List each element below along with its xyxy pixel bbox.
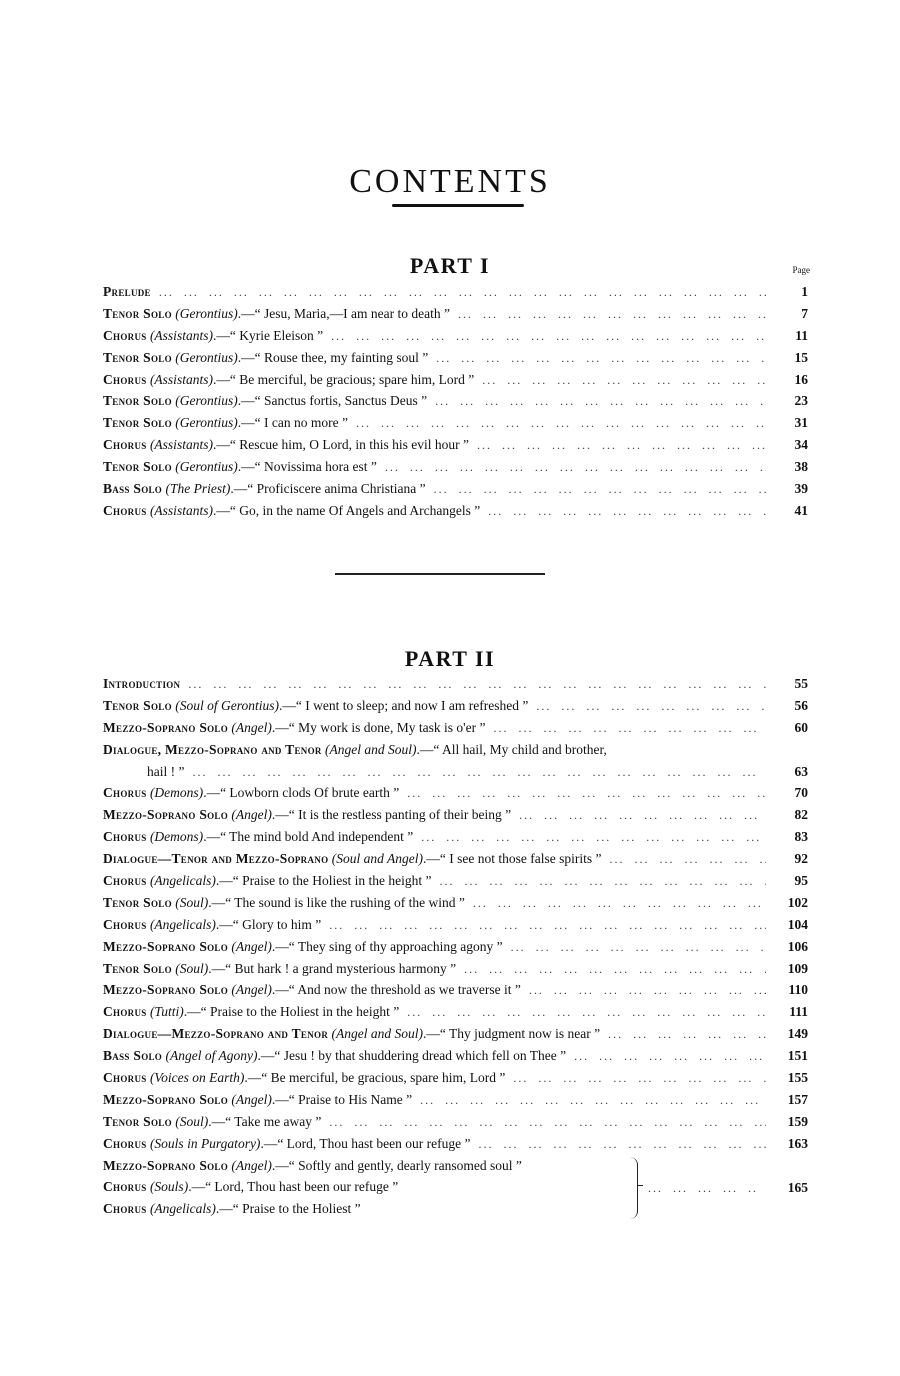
title-underline-rule <box>392 204 524 207</box>
entry-role: Tenor Solo <box>103 1113 172 1129</box>
entry-role: Tenor Solo <box>103 393 172 409</box>
entry-page-number: 31 <box>794 415 808 431</box>
entry-role: Chorus <box>103 1070 147 1086</box>
page-column-label: Page <box>792 265 810 275</box>
entry-page-number: 23 <box>794 393 808 409</box>
toc-entry <box>103 434 808 456</box>
entry-text: .—“ All hail, My child and brother, <box>416 741 607 757</box>
entry-voice: (Gerontius) <box>175 305 238 321</box>
entry-text: .—“ Take me away ” <box>208 1113 322 1129</box>
entry-voice: (Soul) <box>175 894 209 910</box>
entry-voice: (Angel) <box>231 1091 272 1107</box>
entry-voice: (Angel) <box>231 1157 272 1173</box>
toc-entry <box>103 782 808 804</box>
entry-page-number: 63 <box>794 763 808 779</box>
entry-role: Introduction <box>103 676 181 691</box>
entry-page-number: 155 <box>787 1070 808 1086</box>
toc-entry <box>103 1067 808 1089</box>
dot-leader <box>536 696 766 718</box>
entry-voice: (Voices on Earth) <box>149 1070 245 1086</box>
entry-text: .—“ I went to sleep; and now I am refreshed ” <box>279 697 529 713</box>
entry-text: .—“ Praise to the Holiest in the height ” <box>215 873 432 889</box>
entry-text: .—“ It is the restless panting of their being ” <box>271 807 512 823</box>
entry-text: .—“ Praise to the Holiest ” <box>215 1201 361 1217</box>
entry-voice: (Angel and Soul) <box>331 1026 423 1042</box>
entry-voice: (Soul) <box>175 1113 209 1129</box>
entry-page-number: 151 <box>787 1048 808 1064</box>
entry-voice: (Gerontius) <box>175 459 238 475</box>
toc-entry <box>103 1155 808 1177</box>
entry-role: Prelude <box>103 284 151 299</box>
entry-voice: (Assistants) <box>149 437 213 453</box>
toc-entry <box>103 1023 808 1045</box>
entry-role: Chorus <box>103 1004 147 1020</box>
entry-role: Chorus <box>103 785 147 801</box>
dot-leader <box>608 1024 766 1046</box>
dot-leader <box>385 457 766 479</box>
entry-page-number: 92 <box>794 851 808 867</box>
entry-role: Tenor Solo <box>103 349 172 365</box>
part-2-contents-list <box>103 673 808 1220</box>
entry-text: .—“ Novissima hora est ” <box>237 459 377 475</box>
dot-leader <box>329 915 766 937</box>
entry-text: .—“ Lord, Thou hast been our refuge ” <box>260 1135 471 1151</box>
entry-text: .—“ I can no more ” <box>237 415 348 431</box>
toc-entry <box>103 1089 808 1111</box>
dot-leader <box>192 762 766 784</box>
entry-role: Chorus <box>103 371 147 387</box>
dot-leader <box>529 980 766 1002</box>
entry-page-number: 110 <box>788 982 808 998</box>
entry-voice: (Demons) <box>149 785 204 801</box>
entry-voice: (Soul of Gerontius) <box>175 697 280 713</box>
dot-leader <box>440 871 767 893</box>
entry-text: .—“ Rouse thee, my fainting soul ” <box>237 349 429 365</box>
dot-leader <box>488 501 766 523</box>
entry-page-number: 70 <box>794 785 808 801</box>
entry-role: Dialogue—Mezzo-Soprano and Tenor <box>103 1026 329 1042</box>
entry-text: .—“ Kyrie Eleison ” <box>212 327 324 343</box>
entry-voice: (Angel of Agony) <box>165 1048 258 1064</box>
dot-leader <box>648 1177 758 1199</box>
toc-entry <box>103 281 808 303</box>
toc-entry <box>103 1111 808 1133</box>
entry-voice: (Soul and Angel) <box>331 851 423 867</box>
entry-voice: (Angel) <box>231 719 272 735</box>
entry-voice: (The Priest) <box>165 481 231 497</box>
dot-leader <box>159 282 766 304</box>
entry-voice: (Souls) <box>149 1179 189 1195</box>
toc-entry <box>103 695 808 717</box>
entry-voice: (Angel) <box>231 982 272 998</box>
toc-entry <box>103 412 808 434</box>
toc-entry <box>103 826 808 848</box>
toc-entry <box>103 347 808 369</box>
toc-entry <box>103 958 808 980</box>
entry-voice: (Angel) <box>231 807 272 823</box>
entry-role: Tenor Solo <box>103 697 172 713</box>
dot-leader <box>493 718 766 740</box>
toc-entry <box>103 325 808 347</box>
entry-text: .—“ Proficiscere anima Christiana ” <box>230 481 426 497</box>
entry-voice: (Angelicals) <box>149 916 216 932</box>
page-title: CONTENTS <box>349 162 551 200</box>
entry-page-number: 15 <box>794 349 808 365</box>
entry-role: Dialogue, Mezzo-Soprano and Tenor <box>103 741 322 757</box>
toc-entry <box>103 936 808 958</box>
entry-page-number: 83 <box>794 829 808 845</box>
dot-leader <box>436 348 766 370</box>
entry-text: .—“ Thy judgment now is near ” <box>422 1026 601 1042</box>
entry-text: .—“ They sing of thy approaching agony ” <box>271 938 503 954</box>
entry-page-number: 159 <box>787 1113 808 1129</box>
section-divider-rule <box>335 573 545 575</box>
dot-leader <box>421 827 766 849</box>
entry-page-number: 38 <box>794 459 808 475</box>
grouping-brace <box>627 1157 638 1219</box>
entry-role: Chorus <box>103 327 147 343</box>
entry-page-number: 163 <box>787 1135 808 1151</box>
dot-leader <box>188 674 766 696</box>
entry-page-number: 11 <box>795 327 808 343</box>
entry-page-number: 102 <box>787 894 808 910</box>
dot-leader <box>477 435 766 457</box>
toc-entry <box>103 1001 808 1023</box>
entry-page-number: 95 <box>794 873 808 889</box>
toc-entry <box>103 914 808 936</box>
entry-role: Mezzo-Soprano Solo <box>103 719 229 735</box>
toc-entry <box>103 673 808 695</box>
toc-entry <box>103 456 808 478</box>
toc-entry <box>103 870 808 892</box>
entry-voice: (Assistants) <box>149 502 213 518</box>
dot-leader <box>609 849 766 871</box>
toc-entry <box>103 500 808 522</box>
dot-leader <box>331 326 766 348</box>
entry-voice: (Assistants) <box>149 327 213 343</box>
entry-role: Chorus <box>103 916 147 932</box>
entry-text: hail ! ” <box>147 763 185 779</box>
entry-text: .—“ Lowborn clods Of brute earth ” <box>203 785 400 801</box>
part-2-heading: PART II <box>404 646 496 672</box>
entry-text: .—“ Softly and gently, dearly ransomed soul ” <box>271 1157 522 1173</box>
entry-role: Chorus <box>103 502 147 518</box>
entry-page-number: 111 <box>789 1004 808 1020</box>
entry-text: .—“ Praise to His Name ” <box>271 1091 413 1107</box>
entry-page-number: 165 <box>787 1179 808 1195</box>
entry-role: Bass Solo <box>103 1048 163 1064</box>
entry-text: .—“ Sanctus fortis, Sanctus Deus ” <box>237 393 428 409</box>
toc-entry <box>103 1045 808 1067</box>
entry-voice: (Angelicals) <box>149 873 216 889</box>
toc-entry <box>103 1133 808 1155</box>
entry-text: .—“ Glory to him ” <box>215 916 322 932</box>
toc-entry <box>103 892 808 914</box>
entry-text: .—“ Jesu, Maria,—I am near to death ” <box>237 305 450 321</box>
entry-text: .—“ And now the threshold as we traverse it ” <box>271 982 521 998</box>
dot-leader <box>574 1046 766 1068</box>
dot-leader <box>407 1002 766 1024</box>
entry-text: .—“ Jesu ! by that shuddering dread which fell on Thee ” <box>257 1048 567 1064</box>
entry-voice: (Gerontius) <box>175 415 238 431</box>
entry-role: Mezzo-Soprano Solo <box>103 982 229 998</box>
entry-voice: (Gerontius) <box>175 349 238 365</box>
toc-entry <box>103 717 808 739</box>
entry-text: .—“ Be merciful, be gracious, spare him, Lord ” <box>244 1070 506 1086</box>
entry-role: Tenor Solo <box>103 960 172 976</box>
dot-leader <box>464 959 766 981</box>
dot-leader <box>482 370 766 392</box>
entry-text: .—“ Lord, Thou hast been our refuge ” <box>188 1179 399 1195</box>
entry-role: Tenor Solo <box>103 459 172 475</box>
entry-text: .—“ But hark ! a grand mysterious harmony ” <box>208 960 457 976</box>
part-1-heading: PART I <box>409 253 491 279</box>
entry-page-number: 60 <box>794 719 808 735</box>
entry-text: .—“ Go, in the name Of Angels and Archangels ” <box>212 502 481 518</box>
dot-leader <box>519 805 766 827</box>
entry-voice: (Soul) <box>175 960 209 976</box>
dot-leader <box>513 1068 766 1090</box>
entry-role: Chorus <box>103 1179 147 1195</box>
entry-page-number: 7 <box>801 305 808 321</box>
entry-role: Mezzo-Soprano Solo <box>103 807 229 823</box>
entry-role: Mezzo-Soprano Solo <box>103 1091 229 1107</box>
dot-leader <box>435 391 766 413</box>
entry-role: Tenor Solo <box>103 415 172 431</box>
toc-entry <box>103 369 808 391</box>
toc-entry <box>103 848 808 870</box>
dot-leader <box>329 1112 766 1134</box>
entry-text: .—“ The sound is like the rushing of the wind ” <box>208 894 465 910</box>
toc-entry <box>103 303 808 325</box>
entry-role: Tenor Solo <box>103 305 172 321</box>
dot-leader <box>473 893 766 915</box>
entry-role: Bass Solo <box>103 481 163 497</box>
entry-page-number: 149 <box>787 1026 808 1042</box>
part-1-contents-list <box>103 281 808 522</box>
entry-page-number: 39 <box>794 481 808 497</box>
entry-voice: (Gerontius) <box>175 393 238 409</box>
entry-voice: (Demons) <box>149 829 204 845</box>
entry-role: Chorus <box>103 873 147 889</box>
entry-page-number: 16 <box>794 371 808 387</box>
entry-page-number: 104 <box>787 916 808 932</box>
entry-text: .—“ Praise to the Holiest in the height ” <box>183 1004 400 1020</box>
dot-leader <box>420 1090 766 1112</box>
entry-page-number: 157 <box>787 1091 808 1107</box>
entry-page-number: 106 <box>787 938 808 954</box>
dot-leader <box>407 783 766 805</box>
entry-page-number: 56 <box>794 697 808 713</box>
entry-text: .—“ My work is done, My task is o'er ” <box>271 719 486 735</box>
entry-role: Chorus <box>103 437 147 453</box>
dot-leader <box>458 304 766 326</box>
entry-voice: (Angel and Soul) <box>325 741 417 757</box>
entry-voice: (Souls in Purgatory) <box>149 1135 261 1151</box>
grouped-entries-final <box>103 1155 808 1221</box>
entry-role: Chorus <box>103 1201 147 1217</box>
dot-leader <box>434 479 766 501</box>
toc-entry <box>103 979 808 1001</box>
entry-role: Chorus <box>103 1135 147 1151</box>
entry-voice: (Assistants) <box>149 371 213 387</box>
entry-role: Mezzo-Soprano Solo <box>103 938 229 954</box>
entry-voice: (Angel) <box>231 938 272 954</box>
entry-page-number: 41 <box>794 502 808 518</box>
entry-page-number: 82 <box>794 807 808 823</box>
entry-page-number: 1 <box>801 284 808 299</box>
entry-voice: (Angelicals) <box>149 1201 216 1217</box>
toc-entry-dialogue-line-1 <box>103 739 808 761</box>
toc-entry <box>103 1198 808 1220</box>
dot-leader <box>356 413 766 435</box>
entry-page-number: 109 <box>787 960 808 976</box>
entry-role: Mezzo-Soprano Solo <box>103 1157 229 1173</box>
entry-text: .—“ The mind bold And independent ” <box>203 829 414 845</box>
entry-role: Chorus <box>103 829 147 845</box>
entry-page-number: 34 <box>794 437 808 453</box>
dot-leader <box>511 937 766 959</box>
dot-leader <box>479 1134 767 1156</box>
entry-role: Dialogue—Tenor and Mezzo-Soprano <box>103 851 329 867</box>
entry-role: Tenor Solo <box>103 894 172 910</box>
entry-page-number: 55 <box>794 676 808 691</box>
toc-entry <box>103 804 808 826</box>
entry-text: .—“ Be merciful, be gracious; spare him, Lord ” <box>212 371 475 387</box>
entry-text: .—“ I see not those false spirits ” <box>423 851 602 867</box>
toc-entry <box>103 390 808 412</box>
entry-voice: (Tutti) <box>149 1004 184 1020</box>
toc-entry-dialogue-line-2 <box>103 761 808 783</box>
toc-entry <box>103 478 808 500</box>
entry-text: .—“ Rescue him, O Lord, in this his evil hour ” <box>212 437 470 453</box>
